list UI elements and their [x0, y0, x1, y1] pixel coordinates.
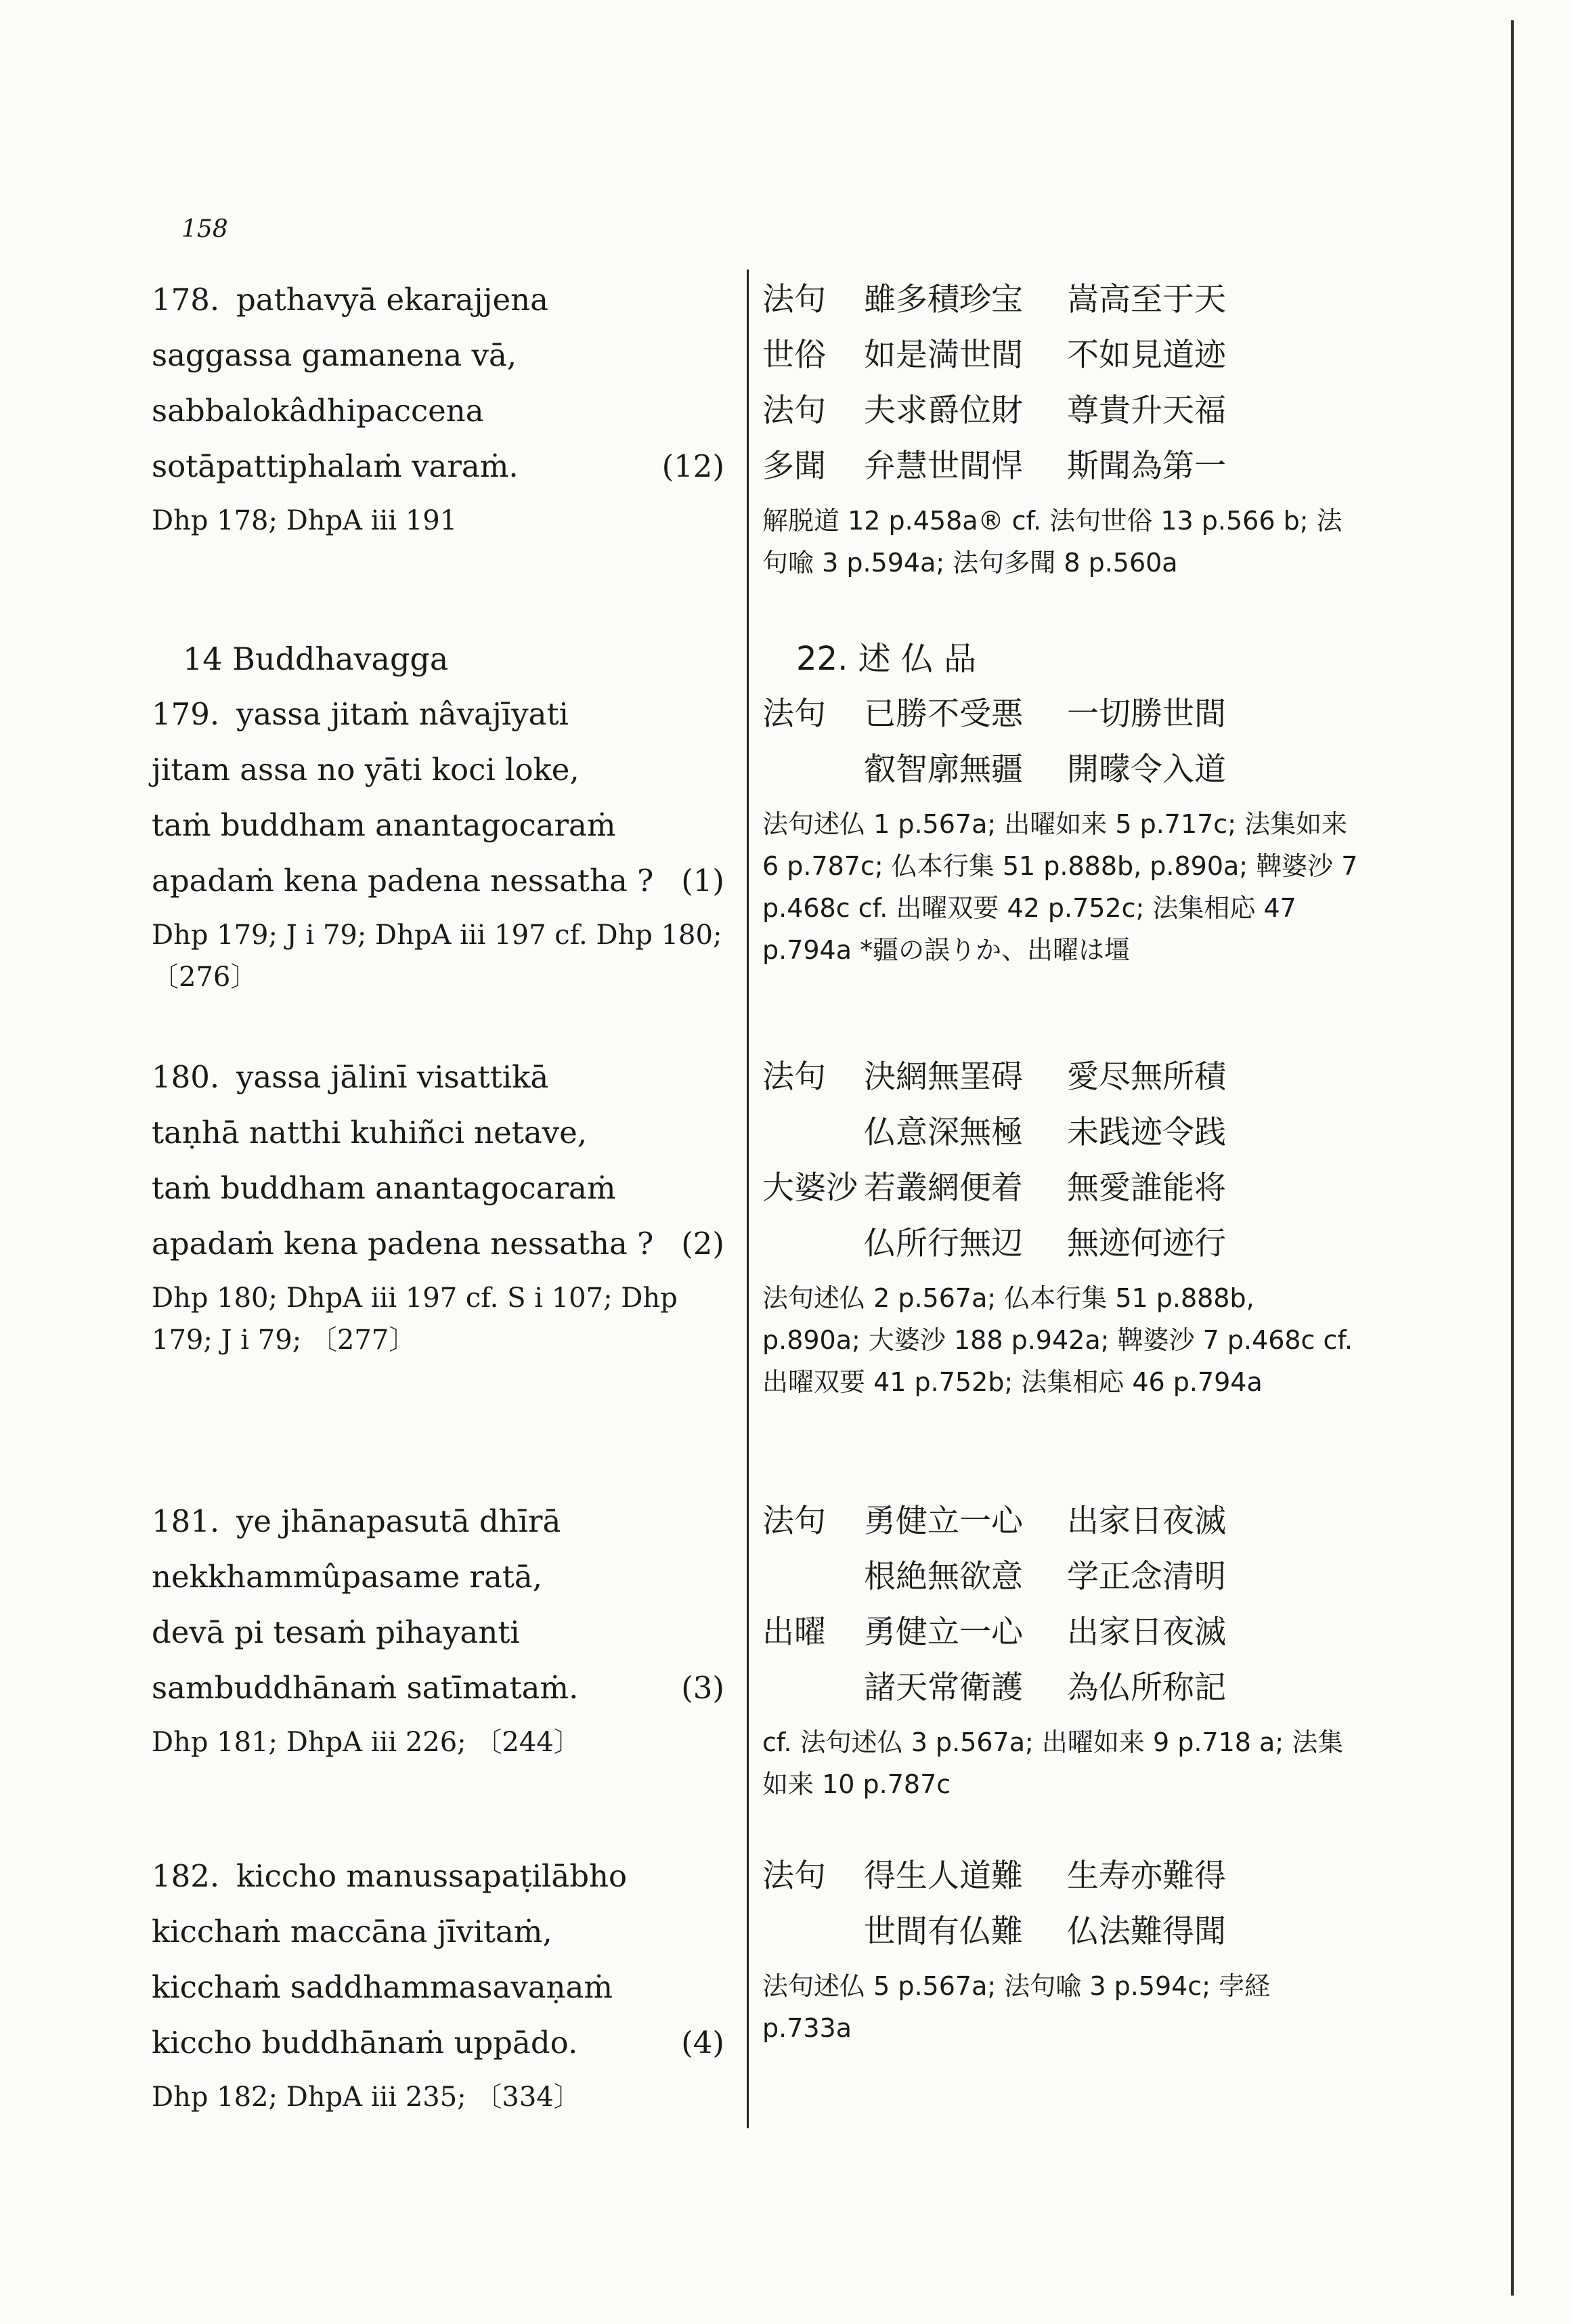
- phrase: 世間有仏難: [864, 1913, 1023, 1950]
- verse-index: (2): [681, 1226, 724, 1262]
- phrase: 嵩高至于天: [1067, 281, 1226, 318]
- phrase: 若叢網便着: [864, 1169, 1023, 1207]
- verse-line: pathavyā ekarajjena: [236, 282, 548, 318]
- verse-line: taṁ buddham anantagocaraṁ: [152, 1170, 616, 1206]
- verse-180-pali: [152, 1050, 727, 1361]
- phrase: 無愛誰能将: [1067, 1169, 1226, 1207]
- parallel-reference: 法句述仏 5 p.567a; 法句喩 3 p.594c; 孛経 p.733a: [762, 1971, 1271, 2043]
- verse-reference: Dhp 180; DhpA iii 197 cf. S i 107; Dhp 179; J i 79; 〔277〕: [152, 1283, 678, 1356]
- phrase: 無迹何迹行: [1067, 1225, 1226, 1262]
- verse-181-pali: [152, 1494, 727, 1763]
- verse-number: 179.: [152, 696, 220, 732]
- parallel-reference: 法句述仏 1 p.567a; 出曜如来 5 p.717c; 法集如来 6 p.787c; 仏本行集 51 p.888b, p.890a; 鞞婆沙 7 p.468c cf. 出曜双要 42 p.752c; 法集相応 47 p.794a *疆の誤りか、出曜は壃: [762, 809, 1358, 965]
- phrase: 如是満世間: [864, 337, 1023, 374]
- parallel-182-chinese: [762, 1849, 1358, 2049]
- verse-line: apadaṁ kena padena nessatha ?: [152, 863, 654, 899]
- verse-line: kiccho manussapaṭilābho: [236, 1858, 628, 1894]
- phrase: 未践迹令践: [1067, 1114, 1226, 1151]
- phrase: 諸天常衛護: [864, 1669, 1023, 1706]
- phrase: 出家日夜滅: [1067, 1614, 1226, 1651]
- source-label: 法句: [762, 392, 826, 429]
- verse-line: kicchaṁ saddhammasavaṇaṁ: [152, 1969, 613, 2005]
- verse-number: 182.: [152, 1858, 220, 1894]
- phrase: 愛尽無所積: [1067, 1058, 1226, 1096]
- chapter-title: 22. 述 仏 品: [796, 640, 977, 678]
- source-label: 出曜: [762, 1614, 826, 1651]
- column-divider: [747, 270, 749, 2128]
- source-label: 多聞: [762, 448, 826, 485]
- phrase: 勇健立一心: [864, 1503, 1023, 1540]
- phrase: 決網無罣碍: [864, 1058, 1023, 1096]
- verse-line: sotāpattiphalaṁ varaṁ.: [152, 448, 519, 484]
- source-label: 法句: [762, 695, 826, 733]
- parallel-180-chinese: [762, 1050, 1358, 1403]
- verse-index: (12): [661, 448, 724, 484]
- phrase: 出家日夜滅: [1067, 1503, 1226, 1540]
- verse-number: 178.: [152, 282, 220, 318]
- parallel-179-chinese: [762, 687, 1358, 971]
- source-label: 世俗: [762, 337, 826, 374]
- verse-index: (4): [681, 2025, 724, 2061]
- verse-line: taṁ buddham anantagocaraṁ: [152, 807, 616, 843]
- verse-number: 180.: [152, 1059, 220, 1095]
- source-label: 法句: [762, 1857, 826, 1895]
- verse-line: saggassa gamanena vā,: [152, 337, 517, 373]
- parallel-181-chinese: [762, 1494, 1358, 1805]
- page-edge-line: [1511, 20, 1514, 2296]
- phrase: 生寿亦難得: [1067, 1857, 1226, 1895]
- section-title: 14 Buddhavagga: [183, 641, 449, 677]
- phrase: 一切勝世間: [1067, 695, 1226, 733]
- page-number: 158: [181, 215, 228, 243]
- verse-line: jitam assa no yāti koci loke,: [152, 752, 580, 788]
- chapter-heading-chinese: [762, 631, 1358, 687]
- phrase: 叡智廓無疆: [864, 751, 1023, 788]
- phrase: 仏法難得聞: [1067, 1913, 1226, 1950]
- phrase: 不如見道迹: [1067, 337, 1226, 374]
- verse-line: apadaṁ kena padena nessatha ?: [152, 1226, 654, 1262]
- verse-line: kiccho buddhānaṁ uppādo.: [152, 2025, 578, 2061]
- verse-182-pali: [152, 1849, 727, 2118]
- verse-number: 181.: [152, 1503, 220, 1539]
- phrase: 雖多積珍宝: [864, 281, 1023, 318]
- phrase: 弁慧世間悍: [864, 448, 1023, 485]
- parallel-reference: 解脱道 12 p.458a® cf. 法句世俗 13 p.566 b; 法句喩 3 p.594a; 法句多聞 8 p.560a: [762, 506, 1342, 578]
- parallel-178-chinese: [762, 272, 1358, 584]
- phrase: 開曚令入道: [1067, 751, 1226, 788]
- verse-179-pali: [152, 687, 727, 998]
- phrase: 仏意深無極: [864, 1114, 1023, 1151]
- source-label: 大婆沙: [762, 1169, 858, 1207]
- verse-line: nekkhammûpasame ratā,: [152, 1559, 543, 1595]
- verse-line: kicchaṁ maccāna jīvitaṁ,: [152, 1914, 552, 1950]
- verse-line: taṇhā natthi kuhiñci netave,: [152, 1115, 588, 1150]
- verse-line: ye jhānapasutā dhīrā: [236, 1503, 561, 1539]
- phrase: 得生人道難: [864, 1857, 1023, 1895]
- source-label: 法句: [762, 1503, 826, 1540]
- section-heading-pali: [152, 631, 727, 687]
- verse-line: sambuddhānaṁ satīmataṁ.: [152, 1670, 579, 1706]
- verse-reference: Dhp 181; DhpA iii 226; 〔244〕: [152, 1727, 581, 1758]
- phrase: 仏所行無辺: [864, 1225, 1023, 1262]
- phrase: 已勝不受悪: [864, 695, 1023, 733]
- source-label: 法句: [762, 1058, 826, 1096]
- source-label: 法句: [762, 281, 826, 318]
- verse-line: yassa jālinī visattikā: [236, 1059, 549, 1095]
- phrase: 夫求爵位財: [864, 392, 1023, 429]
- phrase: 勇健立一心: [864, 1614, 1023, 1651]
- parallel-reference: 法句述仏 2 p.567a; 仏本行集 51 p.888b, p.890a; 大婆沙 188 p.942a; 鞞婆沙 7 p.468c cf. 出曜双要 41 p.752b; 法集相応 46 p.794a: [762, 1283, 1353, 1397]
- verse-reference: Dhp 182; DhpA iii 235; 〔334〕: [152, 2082, 581, 2113]
- phrase: 為仏所称記: [1067, 1669, 1226, 1706]
- parallel-reference: cf. 法句述仏 3 p.567a; 出曜如来 9 p.718 a; 法集如来 10 p.787c: [762, 1727, 1344, 1799]
- verse-line: sabbalokâdhipaccena: [152, 393, 484, 429]
- phrase: 学正念清明: [1067, 1558, 1226, 1595]
- verse-index: (1): [681, 863, 724, 899]
- verse-reference: Dhp 179; J i 79; DhpA iii 197 cf. Dhp 180; 〔276〕: [152, 920, 722, 993]
- verse-reference: Dhp 178; DhpA iii 191: [152, 505, 458, 536]
- verse-178-pali: [152, 272, 727, 542]
- verse-index: (3): [681, 1670, 724, 1706]
- phrase: 斯聞為第一: [1067, 448, 1226, 485]
- verse-line: devā pi tesaṁ pihayanti: [152, 1614, 520, 1650]
- phrase: 尊貴升天福: [1067, 392, 1226, 429]
- phrase: 根絶無欲意: [864, 1558, 1023, 1595]
- verse-line: yassa jitaṁ nâvajīyati: [236, 696, 569, 732]
